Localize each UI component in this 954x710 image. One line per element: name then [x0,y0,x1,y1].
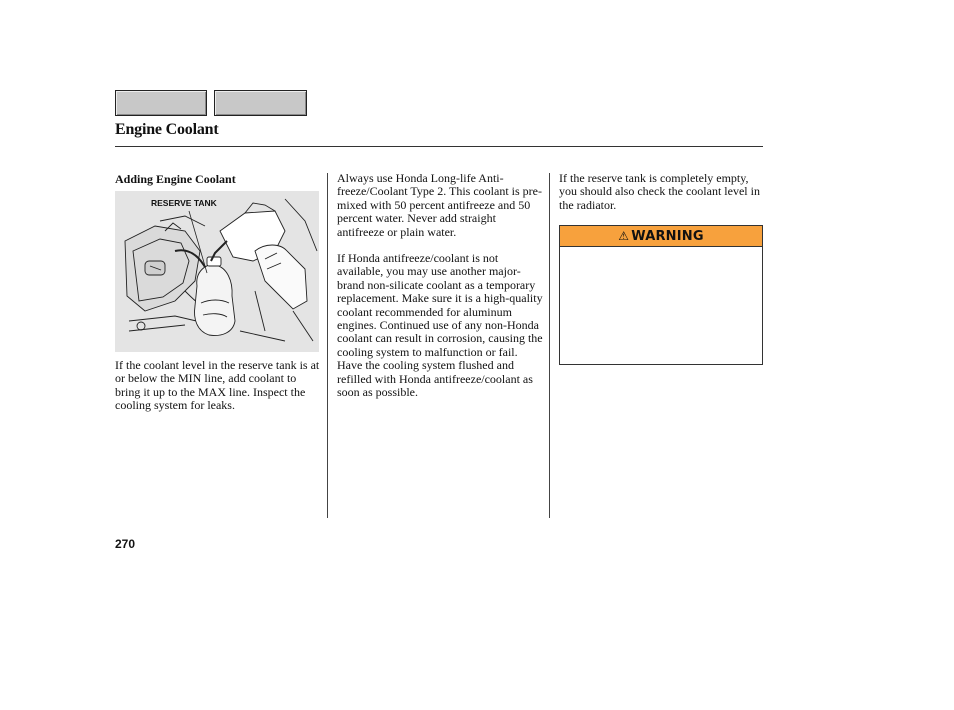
column-divider-1 [327,173,328,518]
warning-label: WARNING [631,228,704,244]
engine-bay-drawing [115,191,319,352]
warning-box [559,225,763,365]
subheading: Adding Engine Coolant [115,172,236,186]
column2-paragraph-2: If Honda antifreeze/coolant is not available, you may use another major-brand non-silicate coolant as a temporary replacement. Make sure it is a high-quality coolant recommended for aluminum engines. Continued use of any non-Honda coolant can result in corrosion, causing the cooling system to malfunction or fail. Have the cooling system flushed and refilled with Honda antifreeze/coolant as soon as possible. [337,251,543,400]
column3-paragraph: If the reserve tank is completely empty, you should also check the coolant level in the radiator. [559,171,760,212]
page-number: 270 [115,537,136,551]
warning-header [560,226,762,247]
column1-text [115,359,323,413]
header-rule [115,146,763,147]
column2-text [337,172,545,400]
reserve-tank-callout: RESERVE TANK [151,198,217,208]
column1-paragraph: If the coolant level in the reserve tank is at or below the MIN line, add coolant to bring it up to the MAX line. Inspect the cooling system for leaks. [115,358,320,413]
nav-tab-1[interactable] [115,90,207,116]
reserve-tank-illustration [115,191,319,352]
warning-triangle-icon: ⚠ [618,229,630,243]
section-title: Engine Coolant [115,121,219,138]
nav-tab-2[interactable] [214,90,307,116]
column-divider-2 [549,173,550,518]
column2-paragraph-1: Always use Honda Long-life Anti-freeze/Coolant Type 2. This coolant is pre-mixed with 50 percent antifreeze and 50 percent water. Never add straight antifreeze or plain water. [337,171,542,239]
column3-text [559,172,763,212]
